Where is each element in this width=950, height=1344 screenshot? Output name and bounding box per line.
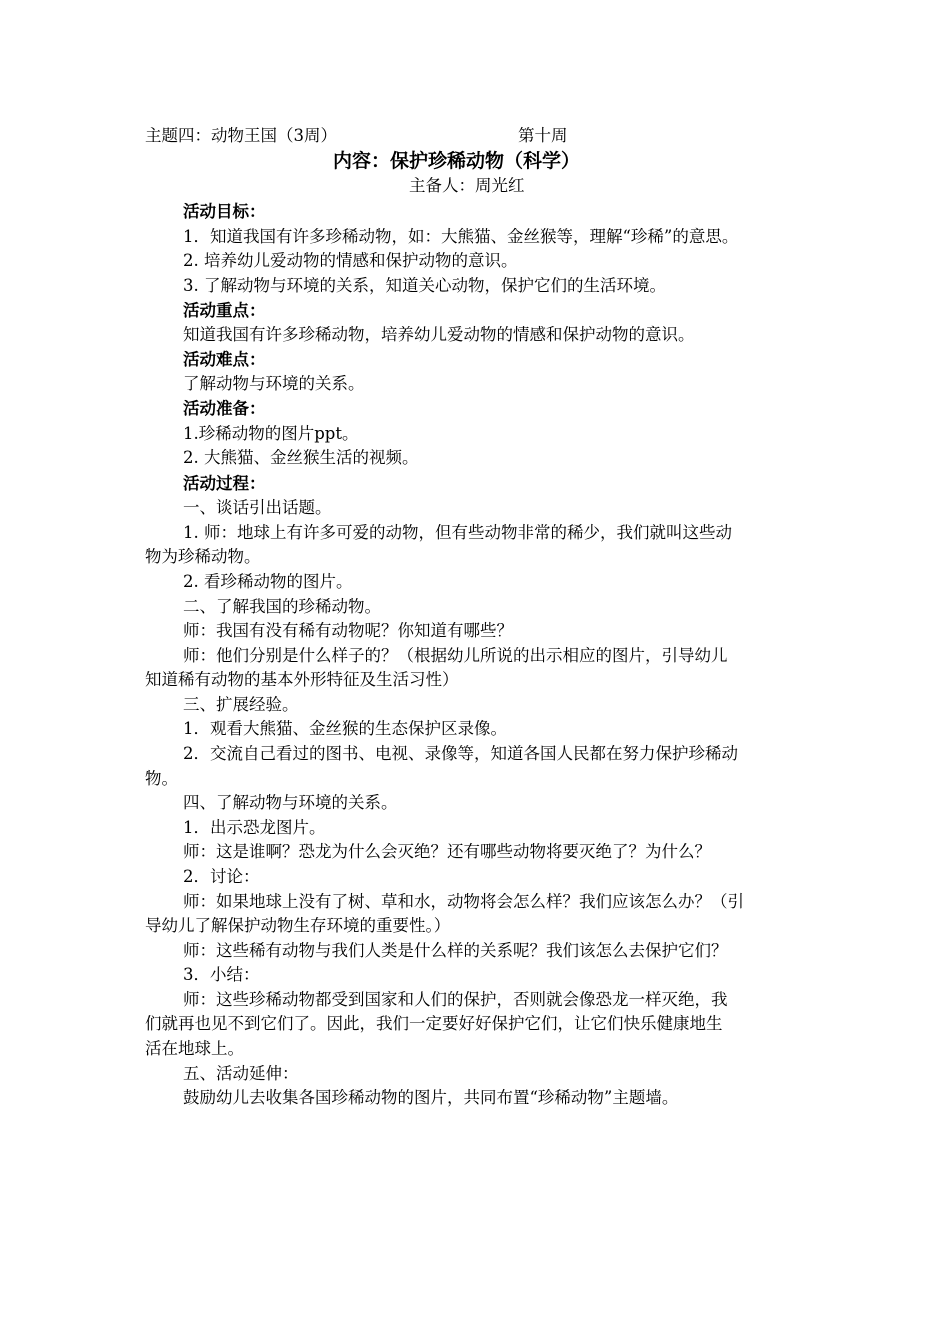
process-line: 二、了解我国的珍稀动物。 (183, 597, 381, 616)
process-line: 活在地球上。 (145, 1039, 244, 1058)
process-line: 2. 看珍稀动物的图片。 (183, 572, 353, 591)
focus-heading: 活动重点： (183, 301, 266, 320)
page-title: 内容：保护珍稀动物（科学） (333, 150, 581, 172)
week-label: 第十周 (518, 126, 568, 145)
process-line: 物。 (145, 769, 178, 788)
difficulty-heading: 活动难点： (183, 350, 266, 369)
process-line: 们就再也见不到它们了。因此，我们一定要好好保护它们，让它们快乐健康地生 (145, 1014, 723, 1033)
process-line: 1．观看大熊猫、金丝猴的生态保护区录像。 (183, 719, 507, 738)
goal-item: 3. 了解动物与环境的关系，知道关心动物，保护它们的生活环境。 (183, 276, 666, 295)
process-line: 四、了解动物与环境的关系。 (183, 793, 398, 812)
process-line: 导幼儿了解保护动物生存环境的重要性。） (145, 916, 451, 935)
process-line: 鼓励幼儿去收集各国珍稀动物的图片，共同布置“珍稀动物”主题墙。 (183, 1088, 679, 1107)
goals-heading: 活动目标： (183, 202, 266, 221)
preparation-item: 2. 大熊猫、金丝猴生活的视频。 (183, 448, 419, 467)
author-line: 主备人：周光红 (409, 176, 525, 195)
process-line: 一、谈话引出话题。 (183, 498, 332, 517)
process-line: 3．小结： (183, 965, 260, 984)
focus-text: 知道我国有许多珍稀动物，培养幼儿爱动物的情感和保护动物的意识。 (183, 325, 695, 344)
process-line: 1．出示恐龙图片。 (183, 818, 326, 837)
process-line: 师：如果地球上没有了树、草和水，动物将会怎么样？我们应该怎么办？（引 (183, 892, 744, 911)
process-line: 师：这些珍稀动物都受到国家和人们的保护，否则就会像恐龙一样灭绝，我 (183, 990, 728, 1009)
process-line: 知道稀有动物的基本外形特征及生活习性） (145, 670, 459, 689)
preparation-item: 1.珍稀动物的图片ppt。 (183, 424, 359, 443)
process-line: 2．交流自己看过的图书、电视、录像等，知道各国人民都在努力保护珍稀动 (183, 744, 738, 763)
goal-item: 1．知道我国有许多珍稀动物，如：大熊猫、金丝猴等，理解“珍稀”的意思。 (183, 227, 739, 246)
theme-line: 主题四：动物王国（3周） (145, 126, 337, 145)
process-line: 三、扩展经验。 (183, 695, 299, 714)
process-line: 师：他们分别是什么样子的？（根据幼儿所说的出示相应的图片，引导幼儿 (183, 646, 728, 665)
process-line: 1. 师：地球上有许多可爱的动物，但有些动物非常的稀少，我们就叫这些动 (183, 523, 732, 542)
process-line: 五、活动延伸： (183, 1064, 299, 1083)
process-line: 2．讨论： (183, 867, 260, 886)
process-line: 师：这是谁啊？恐龙为什么会灭绝？还有哪些动物将要灭绝了？为什么？ (183, 842, 711, 861)
process-line: 师：这些稀有动物与我们人类是什么样的关系呢？我们该怎么去保护它们？ (183, 941, 728, 960)
process-heading: 活动过程： (183, 474, 266, 493)
preparation-heading: 活动准备： (183, 399, 266, 418)
difficulty-text: 了解动物与环境的关系。 (183, 374, 365, 393)
process-line: 师：我国有没有稀有动物呢？你知道有哪些？ (183, 621, 513, 640)
goal-item: 2. 培养幼儿爱动物的情感和保护动物的意识。 (183, 251, 518, 270)
process-line: 物为珍稀动物。 (145, 547, 261, 566)
